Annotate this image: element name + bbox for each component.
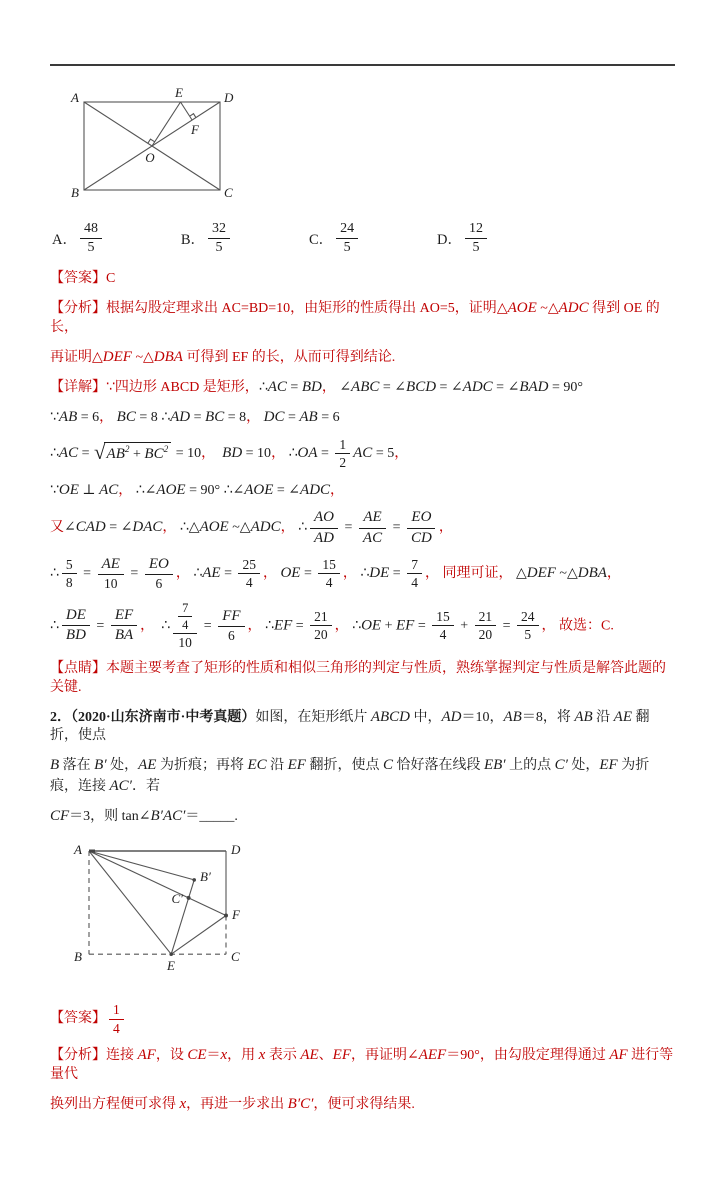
text-run: B′AC′ — [150, 808, 186, 825]
text-run: 又 — [50, 520, 64, 536]
text-run: 翻折，使点 — [305, 758, 383, 774]
text-run: 恰好落在线段 — [392, 758, 484, 774]
text-run: = 8 ∴ — [135, 409, 171, 425]
text-run: = — [78, 445, 93, 461]
text-run: 如图，在矩形纸片 — [255, 709, 371, 725]
text-run: B′ — [94, 757, 107, 774]
choice-b — [181, 221, 233, 256]
text-line — [50, 660, 675, 698]
choice-d — [437, 221, 490, 256]
text-run: = — [92, 617, 108, 633]
text-run: 为折痕；再将 — [156, 758, 248, 774]
text-run: = — [499, 617, 515, 633]
text-run: 、 — [318, 1048, 333, 1064]
text-run: 中， — [410, 709, 442, 725]
text-run: ADC — [250, 519, 281, 536]
text-run: ， — [394, 445, 409, 461]
text-run: = — [389, 566, 405, 582]
text-run: BCD — [406, 378, 437, 395]
text-run: ~△ — [228, 520, 251, 536]
text-run: △ — [92, 349, 103, 365]
text-run: AF — [609, 1047, 628, 1064]
text-run: + — [456, 617, 472, 633]
text-run: BAD — [519, 378, 549, 395]
text-run: DAC — [132, 519, 163, 536]
choice-a-label: A． — [52, 232, 77, 249]
text-run: $\frac{7}{4}$ — [407, 557, 422, 591]
text-run: ， — [262, 566, 277, 582]
text-run: AC — [58, 444, 79, 461]
fraction-numerator: 32 — [208, 221, 230, 239]
text-line — [50, 1045, 675, 1085]
text-run: = — [126, 566, 142, 582]
text-run: = 5 — [372, 445, 395, 461]
text-run: AOE — [244, 481, 274, 498]
text-run: △ — [512, 566, 527, 582]
text-run: x — [220, 1047, 228, 1064]
text-run: ~△ — [536, 301, 559, 317]
text-run: ∵ — [50, 409, 59, 425]
choice-a — [52, 221, 105, 256]
text-run: ，便可求得结果. — [313, 1096, 415, 1112]
text-line — [50, 270, 675, 289]
text-run: 处， — [567, 758, 600, 774]
choice-b-fraction — [208, 221, 230, 256]
text-run: ∴ — [50, 617, 59, 633]
text-run: ∴ — [348, 617, 362, 633]
text-run: ＝8，将 — [521, 709, 575, 725]
text-run: 落在 — [59, 758, 95, 774]
text-run: = ∠ — [492, 379, 520, 395]
text-run: 2．（2020·山东济南市·中考真题） — [50, 709, 256, 725]
vertex-label-F: F — [191, 122, 199, 137]
text-run: ABC — [351, 378, 380, 395]
text-run: ∠ — [335, 379, 352, 395]
text-run: $\frac{15}{4}$ — [432, 609, 454, 643]
text-run: 可得到 EF 的长，从而可得到结论. — [182, 349, 396, 365]
problem-2 — [50, 707, 675, 1115]
text-line — [50, 377, 675, 398]
text-run: ， — [606, 566, 621, 582]
text-line — [50, 1094, 675, 1115]
text-run: $\frac{\frac{7}{4}}{10}$ — [173, 601, 197, 651]
answer-choices — [52, 221, 490, 256]
text-run: 再证明 — [50, 349, 92, 365]
text-run: = — [79, 566, 95, 582]
choice-a-fraction — [80, 221, 102, 256]
choice-c-fraction — [336, 221, 358, 256]
text-run: △ — [496, 301, 508, 317]
text-run: ， — [541, 617, 556, 633]
vertex-mark-A — [89, 850, 95, 853]
text-run: ∴ — [261, 617, 274, 633]
text-run: ， — [321, 379, 336, 395]
text-run: DBA — [577, 565, 607, 582]
text-run: ， — [342, 566, 357, 582]
text-run: ， — [280, 520, 295, 536]
text-run: ， — [271, 445, 286, 461]
text-run: ＝10， — [461, 709, 504, 725]
text-run: EF — [396, 616, 415, 633]
text-run: ， — [330, 482, 345, 498]
text-run: = — [341, 520, 356, 536]
text-run: 沿 — [266, 758, 288, 774]
text-run: = ∠ — [436, 379, 463, 395]
text-run: = — [317, 445, 333, 461]
fraction-numerator: 48 — [80, 221, 102, 239]
text-run: DEF — [526, 565, 556, 582]
text-run: BD — [222, 444, 243, 461]
text-run: ＝3，则 tan∠ — [69, 809, 151, 825]
vertex-label-O: O — [145, 150, 155, 165]
text-run: $\frac{AO}{AD}$ — [310, 509, 338, 547]
text-run: $\frac{5}{8}$ — [62, 557, 77, 591]
segment-OE — [152, 102, 181, 146]
text-run: = ∠ — [273, 482, 301, 498]
text-run: CF — [50, 808, 70, 825]
text-run: $\frac{24}{5}$ — [517, 609, 539, 643]
text-run: ， — [438, 520, 453, 536]
text-line — [50, 1002, 675, 1036]
text-line — [50, 556, 675, 592]
text-run: AC — [353, 444, 373, 461]
text-run: 表示 — [265, 1048, 301, 1064]
problem-2-statement — [50, 707, 675, 827]
text-run: ∠ — [64, 520, 76, 536]
text-run: AC′ — [109, 778, 132, 795]
text-line — [50, 707, 675, 747]
text-run: $\frac{FF}{6}$ — [218, 608, 244, 644]
text-run: ， — [162, 520, 177, 536]
text-run: DBA — [153, 348, 183, 365]
vertex-label-B: B — [71, 185, 79, 200]
text-run: $\frac{1}{2}$ — [335, 437, 350, 471]
text-run: = — [284, 409, 300, 425]
text-run: AB — [574, 708, 593, 725]
text-run: $\frac{AE}{10}$ — [98, 556, 124, 592]
vertex-label-A: A — [71, 90, 79, 105]
text-run: AD — [170, 408, 191, 425]
text-run: AE — [202, 565, 221, 582]
text-run: ，设 — [155, 1048, 188, 1064]
text-run: x — [258, 1047, 266, 1064]
text-run: OE — [280, 565, 301, 582]
text-run: ∴∠ — [132, 482, 157, 498]
segment-EF — [181, 102, 193, 120]
text-run: ＝ — [185, 809, 200, 825]
point-F — [224, 914, 228, 918]
vertex-label-E: E — [167, 958, 175, 974]
text-run: = 10 — [242, 445, 272, 461]
vertex-label-E: E — [175, 86, 183, 100]
text-run: CE — [187, 1047, 207, 1064]
text-run: ∵ — [50, 482, 59, 498]
text-run: DC — [263, 408, 285, 425]
vertex-label-C-prime: C′ — [171, 891, 183, 907]
point-E — [169, 952, 173, 956]
figure-problem-2 — [64, 837, 675, 992]
text-run: $\frac{21}{20}$ — [310, 609, 332, 643]
text-run: = — [220, 566, 236, 582]
text-run: ，再证明∠ — [351, 1048, 419, 1064]
text-run: ， — [201, 445, 216, 461]
text-run: AC — [99, 481, 119, 498]
text-run: CAD — [75, 519, 106, 536]
choice-c — [309, 221, 361, 256]
problem-1 — [50, 86, 675, 698]
text-run: 【分析】根据勾股定理求出 AC=BD=10，由矩形的性质得出 AO=5，证明 — [50, 301, 497, 317]
rectangle-diagonals-figure — [62, 86, 240, 206]
choice-d-fraction — [465, 221, 487, 256]
text-run: DE — [369, 565, 390, 582]
vertex-label-B-prime: B′ — [200, 869, 211, 885]
fraction-denominator: 5 — [472, 240, 480, 256]
text-run: BD — [301, 378, 322, 395]
text-run: = — [200, 617, 216, 633]
text-run: = — [190, 409, 206, 425]
text-run: 进行等量代 — [50, 1048, 674, 1082]
text-line — [50, 755, 675, 797]
text-run: = 90° ∴∠ — [185, 482, 245, 498]
text-run: = 6 — [317, 409, 340, 425]
text-run: AC — [267, 378, 287, 395]
text-run: AOE — [507, 300, 537, 317]
text-run: ∴ — [285, 445, 298, 461]
text-run: ， — [424, 566, 439, 582]
text-run: 【详解】 — [50, 379, 106, 395]
fraction-denominator: 5 — [215, 240, 223, 256]
text-run: = 6 — [77, 409, 100, 425]
vertex-label-D: D — [231, 842, 241, 858]
text-run: ∵四边形 ABCD 是矩形， — [106, 379, 259, 395]
text-run: AOE — [199, 519, 229, 536]
text-run: $BC^2$ — [144, 445, 169, 463]
text-run: ＝90°，由勾股定理得通过 — [446, 1048, 610, 1064]
text-run: _____ — [199, 809, 235, 825]
text-run: AB — [58, 408, 78, 425]
text-run: C — [382, 757, 393, 774]
fraction-numerator: 12 — [465, 221, 487, 239]
segment-EF — [171, 916, 226, 955]
text-run: AB — [299, 408, 318, 425]
text-line — [50, 347, 675, 368]
choice-c-label: C． — [308, 232, 334, 249]
text-run: ADC — [300, 481, 331, 498]
text-run: 换列出方程便可求得 — [50, 1096, 180, 1112]
text-run: = — [292, 617, 308, 633]
text-run: $\frac{1}{4}$ — [109, 1002, 124, 1036]
text-line — [50, 407, 675, 428]
vertex-label-C: C — [224, 185, 233, 200]
text-run: BC — [205, 408, 225, 425]
text-line — [50, 480, 675, 501]
text-line — [50, 806, 675, 827]
text-run: ∴△ — [176, 520, 200, 536]
text-run: AE — [300, 1047, 319, 1064]
text-run: ， — [99, 409, 114, 425]
point-B-prime — [192, 878, 196, 882]
text-run: ∴ — [258, 379, 268, 395]
text-run: ADC — [462, 378, 493, 395]
vertex-label-A: A — [74, 842, 82, 858]
text-run: 同理可证， — [438, 566, 513, 582]
text-run: = ∠ — [379, 379, 407, 395]
text-run: ＝ — [206, 1048, 221, 1064]
text-run: 【答案】 — [50, 1011, 106, 1027]
text-run: AD — [441, 708, 462, 725]
text-run: 处， — [106, 758, 139, 774]
text-run: EF — [332, 1047, 351, 1064]
text-run: B — [50, 757, 60, 774]
text-run: ．若 — [131, 779, 160, 795]
text-run: ， — [140, 617, 155, 633]
text-run: $\frac{15}{4}$ — [318, 557, 340, 591]
vertex-label-D: D — [224, 90, 234, 105]
text-run: OE — [361, 616, 382, 633]
text-run: DEF — [102, 348, 132, 365]
fraction-denominator: 5 — [343, 240, 351, 256]
text-run: ∴ — [50, 566, 59, 582]
text-run: EF — [287, 757, 306, 774]
fraction-numerator: 24 — [336, 221, 358, 239]
text-run: x — [179, 1095, 187, 1112]
text-run: + — [381, 617, 396, 633]
text-run: AEF — [418, 1047, 447, 1064]
text-run: $\frac{AE}{AC}$ — [359, 509, 386, 547]
text-run: 【分析】连接 — [50, 1048, 138, 1064]
vertex-label-F: F — [232, 907, 240, 923]
text-run: = 8 — [224, 409, 247, 425]
text-run: = ∠ — [105, 520, 133, 536]
text-run: ， — [246, 409, 261, 425]
text-run: = 10 — [172, 445, 202, 461]
text-run: ， — [118, 482, 133, 498]
choice-d-label: D． — [437, 232, 462, 249]
text-run: = — [286, 379, 302, 395]
text-run: BC — [116, 408, 136, 425]
text-line — [50, 437, 675, 471]
text-run: = 90° — [548, 379, 583, 395]
text-run: 【答案】 — [50, 271, 106, 287]
text-run: 得到 OE 的长， — [50, 301, 660, 335]
text-run: $\frac{DE}{BD}$ — [62, 607, 90, 645]
text-run: ∴ — [294, 520, 307, 536]
text-run: OA — [297, 444, 318, 461]
text-run: EB′ — [483, 757, 506, 774]
text-run: √ $AB^2 + BC^2$ — [94, 442, 171, 465]
text-run: $\frac{25}{4}$ — [238, 557, 260, 591]
text-run: $\frac{EF}{BA}$ — [111, 607, 137, 645]
text-run: ， — [247, 617, 262, 633]
text-run: AE — [613, 708, 632, 725]
text-run: ∴ — [189, 566, 203, 582]
text-run: = — [389, 520, 404, 536]
fold-figure — [64, 837, 299, 987]
text-run: C′ — [554, 757, 568, 774]
segment-AE — [89, 851, 171, 954]
text-run: ABCD — [370, 708, 411, 725]
text-run: 上的点 — [505, 758, 555, 774]
text-run: AOE — [156, 481, 186, 498]
text-run: EF — [273, 616, 293, 633]
vertex-label-B: B — [74, 949, 82, 965]
text-run: AB — [503, 708, 522, 725]
text-run: AF — [137, 1047, 156, 1064]
text-run: $AB^2$ — [106, 445, 130, 463]
text-run: ~△ — [555, 566, 578, 582]
vertex-label-C: C — [231, 949, 240, 965]
text-line — [50, 601, 675, 651]
fraction-denominator: 5 — [87, 240, 95, 256]
text-run: B′C′ — [287, 1095, 314, 1112]
text-run: 翻折，使点 — [50, 709, 650, 744]
text-run: ∴ — [50, 445, 59, 461]
text-run: ， — [175, 566, 190, 582]
text-run: ， — [334, 617, 349, 633]
text-run: C — [106, 271, 116, 287]
text-run: $\frac{EO}{6}$ — [145, 556, 173, 592]
text-run: EC — [247, 757, 267, 774]
text-run: 沿 — [592, 709, 614, 725]
figure-problem-1 — [62, 86, 675, 211]
text-run: + — [129, 447, 145, 463]
solution-1-lines — [50, 270, 675, 697]
text-run: ，再进一步求出 — [186, 1096, 288, 1112]
header-rule — [50, 64, 675, 66]
text-run: OE — [58, 481, 79, 498]
text-run: EF — [599, 757, 618, 774]
text-run: $\frac{EO}{CD}$ — [407, 509, 436, 547]
text-run: AE — [138, 757, 157, 774]
text-run: ADC — [558, 300, 589, 317]
text-run: . — [234, 809, 238, 825]
text-run: = — [414, 617, 430, 633]
text-run: ~△ — [131, 349, 154, 365]
text-run: 【点睛】本题主要考查了矩形的性质和相似三角形的判定与性质，熟练掌握判定与性质是解答此题的关键. — [50, 660, 666, 695]
text-run: ∴ — [154, 617, 171, 633]
text-run: $\frac{21}{20}$ — [475, 609, 497, 643]
text-run: 故选：C. — [555, 617, 614, 633]
text-run: ∴ — [356, 566, 370, 582]
point-C-prime — [187, 896, 191, 900]
text-line — [50, 298, 675, 338]
text-line — [50, 509, 675, 547]
choice-b-label: B． — [180, 232, 206, 249]
text-run: 为折痕，连接 — [50, 758, 650, 795]
text-run: = — [300, 566, 316, 582]
text-run: ⊥ — [78, 482, 100, 498]
text-run: ，用 — [227, 1048, 259, 1064]
